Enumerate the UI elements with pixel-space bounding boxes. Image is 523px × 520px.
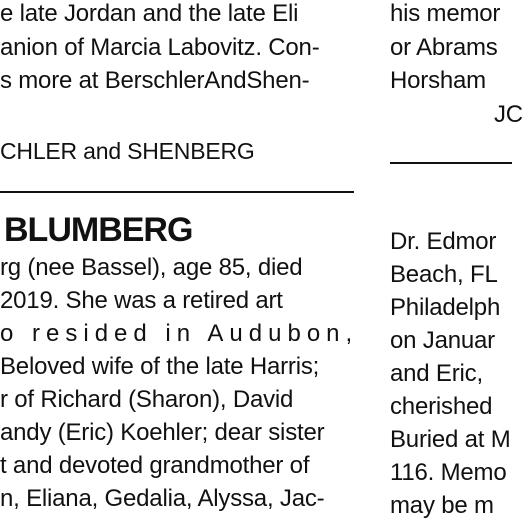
obituary-text-line: t and devoted grandmother of	[0, 452, 310, 479]
obituary-text-line: Beach, FL	[390, 261, 498, 288]
obituary-text-line: and Eric,	[390, 360, 483, 387]
obituary-text-line: andy (Eric) Koehler; dear sister	[0, 419, 325, 446]
obituary-text-line: e late Jordan and the late Eli	[0, 0, 299, 27]
obituary-text-line: 2019. She was a retired art	[0, 287, 283, 314]
column-divider-rule	[0, 191, 354, 193]
obituary-text-line: anion of Marcia Labovitz. Con-	[0, 34, 320, 61]
obituary-name-heading: BLUMBERG	[4, 211, 193, 249]
column-divider-rule	[390, 162, 512, 164]
obituary-text-line: on Januar	[390, 327, 495, 354]
obituary-text-line: r of Richard (Sharon), David	[0, 386, 294, 413]
funeral-home-signature: CHLER and SHENBERG	[0, 138, 255, 164]
obituary-text-line: n, Eliana, Gedalia, Alyssa, Jac-	[0, 485, 325, 512]
obituary-text-line: cherished	[390, 393, 493, 420]
obituary-text-line: his memor	[390, 0, 501, 27]
obituary-text-line: Horsham	[390, 67, 486, 94]
obituary-text-line: may be m	[390, 492, 494, 519]
obituary-text-line: Beloved wife of the late Harris;	[0, 353, 320, 380]
obituary-text-line: Buried at M	[390, 426, 511, 453]
obituary-text-line: o resided in Audubon,	[0, 320, 359, 347]
obituary-text-line: JC	[494, 101, 523, 128]
obituary-text-line: s more at BerschlerAndShen-	[0, 67, 310, 94]
obituary-text-line: 116. Memo	[390, 459, 507, 486]
obituary-text-line: rg (nee Bassel), age 85, died	[0, 254, 303, 281]
obituary-text-line: Dr. Edmor	[390, 228, 497, 255]
obituary-text-line: Philadelph	[390, 294, 501, 321]
obituary-text-line: or Abrams	[390, 34, 498, 61]
